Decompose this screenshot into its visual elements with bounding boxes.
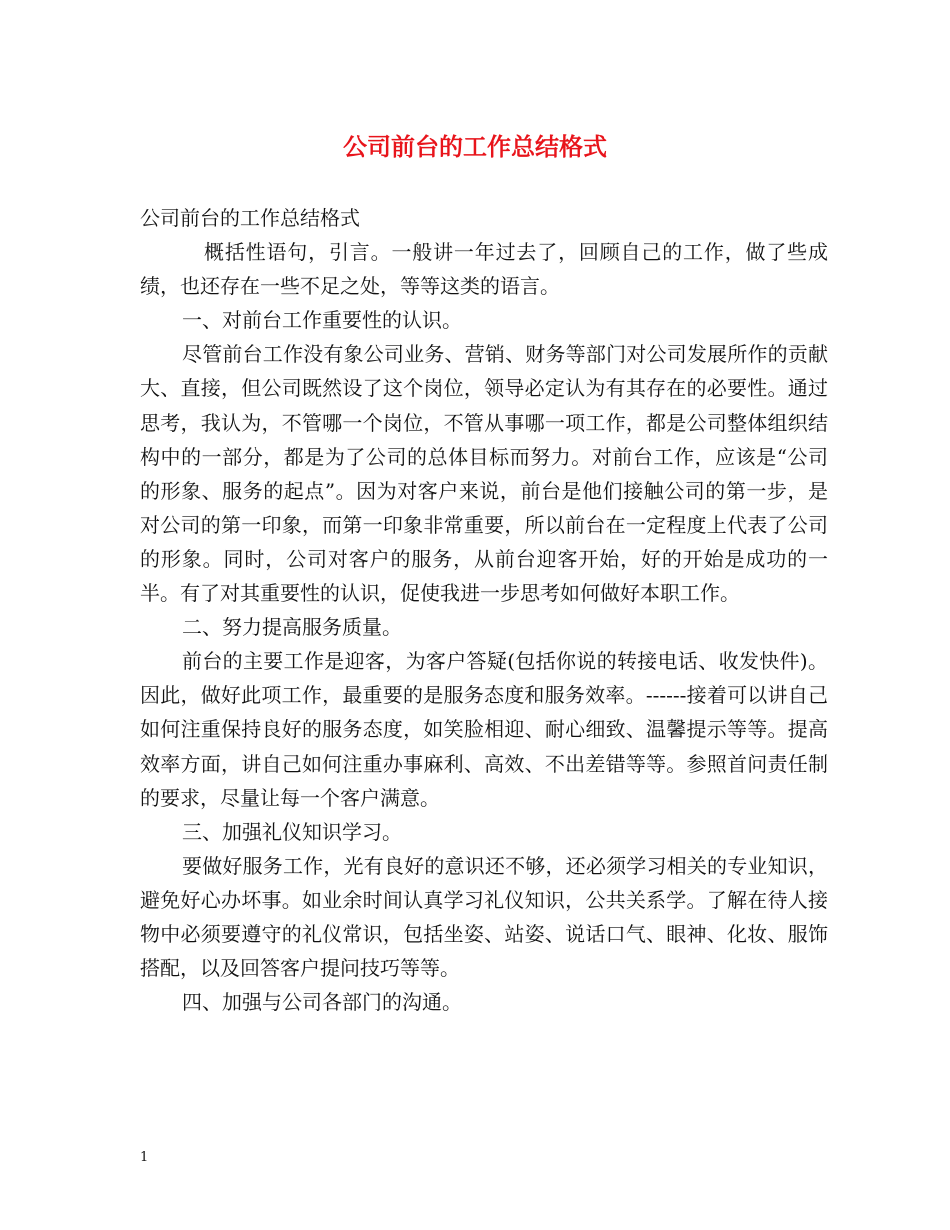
- section-heading-3: 三、加强礼仪知识学习。: [182, 819, 402, 844]
- section-heading-2: 二、努力提高服务质量。: [182, 615, 402, 640]
- document-title: 公司前台的工作总结格式: [343, 133, 607, 161]
- section-heading-4: 四、加强与公司各部门的沟通。: [182, 990, 462, 1015]
- body-heading: 公司前台的工作总结格式: [140, 206, 360, 230]
- section-paragraph-3: 要做好服务工作，光有良好的意识还不够，还必须学习相关的专业知识，避免好心办坏事。如业余时间认真学习礼仪知识，公共关系学。了解在待人接物中必须要遵守的礼仪常识，包括坐姿、站姿、说话口气、眼神、化妆、服饰搭配，以及回答客户提问技巧等等。: [140, 853, 828, 981]
- document-body: [140, 201, 828, 1019]
- page-number: 1: [140, 1150, 149, 1165]
- section-heading-1: 一、对前台工作重要性的认识。: [182, 308, 462, 333]
- intro-paragraph: 概括性语句，引言。一般讲一年过去了，回顾自己的工作，做了些成绩，也还存在一些不足之处，等等这类的语言。: [140, 240, 828, 299]
- section-paragraph-2: 前台的主要工作是迎客，为客户答疑(包括你说的转接电话、收发快件)。因此，做好此项工作，最重要的是服务态度和服务效率。------接着可以讲自己如何注重保持良好的服务态度，如笑脸相迎、耐心细致、温馨提示等等。提高效率方面，讲自己如何注重办事麻利、高效、不出差错等等。参照首问责任制的要求，尽量让每一个客户满意。: [140, 649, 828, 810]
- section-paragraph-1: 尽管前台工作没有象公司业务、营销、财务等部门对公司发展所作的贡献大、直接，但公司既然设了这个岗位，领导必定认为有其存在的必要性。通过思考，我认为，不管哪一个岗位，不管从事哪一项工作，都是公司整体组织结构中的一部分，都是为了公司的总体目标而努力。对前台工作，应该是“公司的形象、服务的起点”。因为对客户来说，前台是他们接触公司的第一步，是对公司的第一印象，而第一印象非常重要，所以前台在一定程度上代表了公司的形象。同时，公司对客户的服务，从前台迎客开始，好的开始是成功的一半。有了对其重要性的认识，促使我进一步思考如何做好本职工作。: [140, 342, 828, 606]
